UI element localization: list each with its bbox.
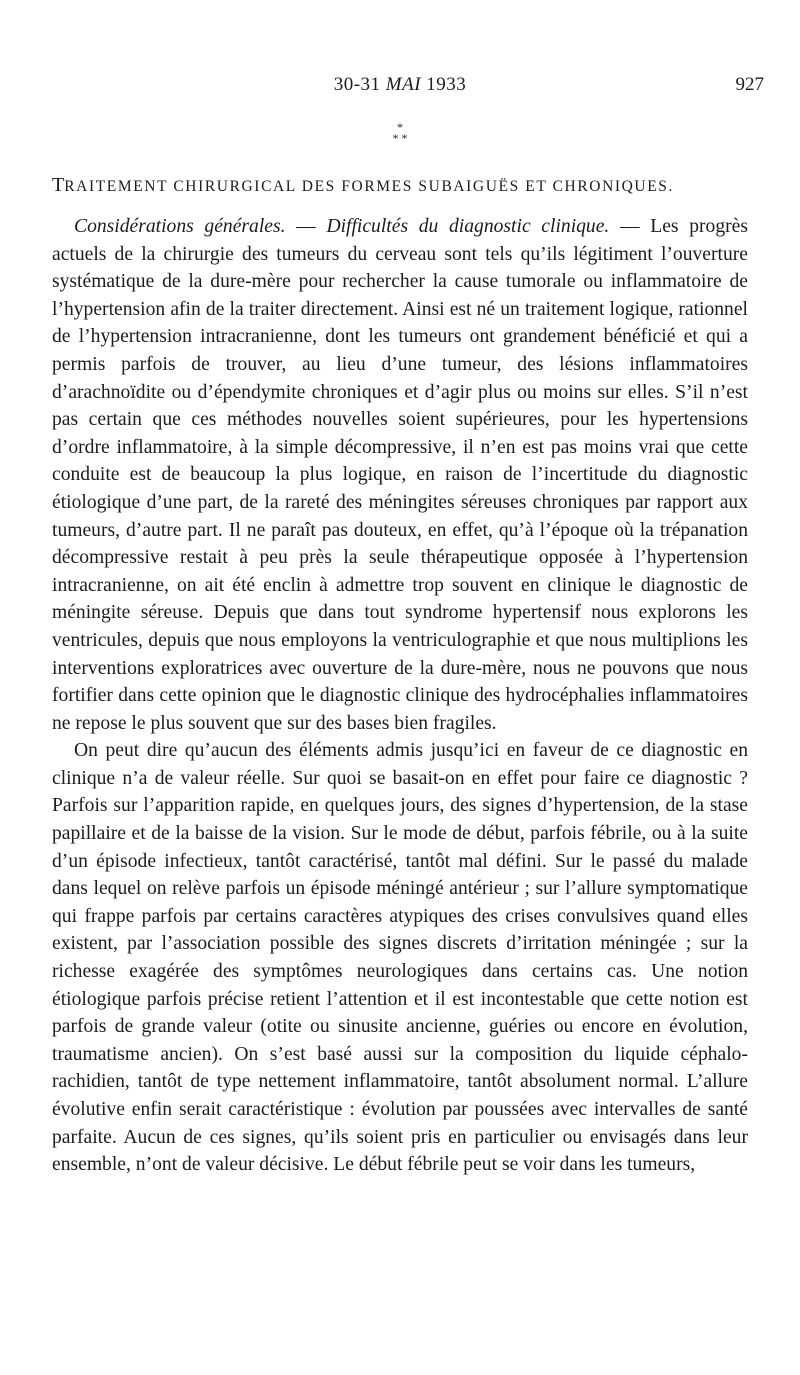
section-title [52, 174, 752, 197]
paragraph-2 [52, 737, 748, 1179]
header-dates: 30-31 [333, 74, 381, 95]
section-title-initial: T [52, 174, 65, 196]
subheading-dash-2: — [609, 216, 651, 237]
asterism-ornament [0, 122, 800, 144]
asterism-top: * [397, 120, 403, 134]
section-title-rest: RAITEMENT CHIRURGICAL DES FORMES SUBAIGUËS ET CHRONIQUES. [64, 178, 674, 195]
asterism-bottom: * * [392, 131, 408, 145]
paragraph-2-text: On peut dire qu’aucun des éléments admis jusqu’ici en faveur de ce diagnostic en clinique n’a de valeur réelle. Sur quoi se basait-on en effet pour faire ce diagnostic ? Parfois sur l’apparition rapide, en quelques jours, des signes d’hypertension, de la stase papillaire et de la baisse de la vision. Sur le mode de début, parfois fébrile, ou à la suite d’un épisode infectieux, tantôt caractérisé, tantôt mal défini. Sur le passé du malade dans lequel on relève parfois un épisode méningé antérieur ; sur l’allure symptomatique qui frappe parfois par certains caractères atypiques des crises convulsives quand elles existent, par l’association possible des signes discrets d’irritation méningée ; sur la richesse exagérée des symptômes neurologiques dans certains cas. Une notion étiologique parfois précise retient l’attention et il est incontestable que cette notion est parfois de grande valeur (otite ou sinusite ancienne, guéries ou encore en évolution, traumatisme ancien). On s’est basé aussi sur la composition du liquide céphalo-rachidien, tantôt de type nettement inflammatoire, tantôt absolument normal. L’allure évolutive enfin serait caractéristique : évolution par poussées avec intervalles de santé parfaite. Aucun de ces signes, qu’ils soient pris en particulier ou envisagés dans leur ensemble, n’ont de valeur décisive. Le début fébrile peut se voir dans les tumeurs, [52, 740, 748, 1176]
subheading-general-considerations: Considérations générales. [74, 216, 286, 237]
header-year: 1933 [426, 74, 467, 95]
running-head [0, 74, 800, 96]
page-number: 927 [735, 74, 764, 95]
subheading-dash-1: — [285, 216, 327, 237]
header-month: MAI [385, 74, 422, 95]
subheading-clinical-diagnosis: Difficultés du diagnostic clinique. [326, 216, 610, 237]
paragraph-1 [52, 213, 748, 737]
body-text [52, 213, 748, 1179]
paragraph-1-text: Les progrès actuels de la chirurgie des tumeurs du cerveau sont tels qu’ils légitiment l’ouverture systématique de la dure-mère pour rechercher la cause tumorale ou inflammatoire de l’hypertension afin de la traiter directement. Ainsi est né un traitement logique, rationnel de l’hypertension intracranienne, dont les tumeurs ont grandement bénéficié et qui a permis parfois de trouver, au lieu d’une tumeur, des lésions inflammatoires d’arachnoïdite ou d’épendymite chroniques et d’agir plus ou moins sur elles. S’il n’est pas certain que ces méthodes nouvelles soient supérieures, pour les hypertensions d’ordre inflammatoire, à la simple décompressive, il n’en est pas moins vrai que cette conduite est de beaucoup la plus logique, en raison de l’incertitude du diagnostic étiologique d’une part, de la rareté des méningites séreuses chroniques par rapport aux tumeurs, d’autre part. Il ne paraît pas douteux, en effet, qu’à l’époque où la trépanation décompressive restait à peu près la seule thérapeutique opposée à l’hypertension intracranienne, on ait été enclin à admettre trop souvent en clinique le diagnostic de méningite séreuse. Depuis que dans tout syndrome hypertensif nous explorons les ventricules, depuis que nous employons la ventriculographie et que nous multiplions les interventions exploratrices avec ouverture de la dure-mère, nous ne pouvons que nous fortifier dans cette opinion que le diagnostic clinique des hydrocéphalies inflammatoires ne repose le plus souvent que sur des bases bien fragiles. [52, 216, 748, 734]
